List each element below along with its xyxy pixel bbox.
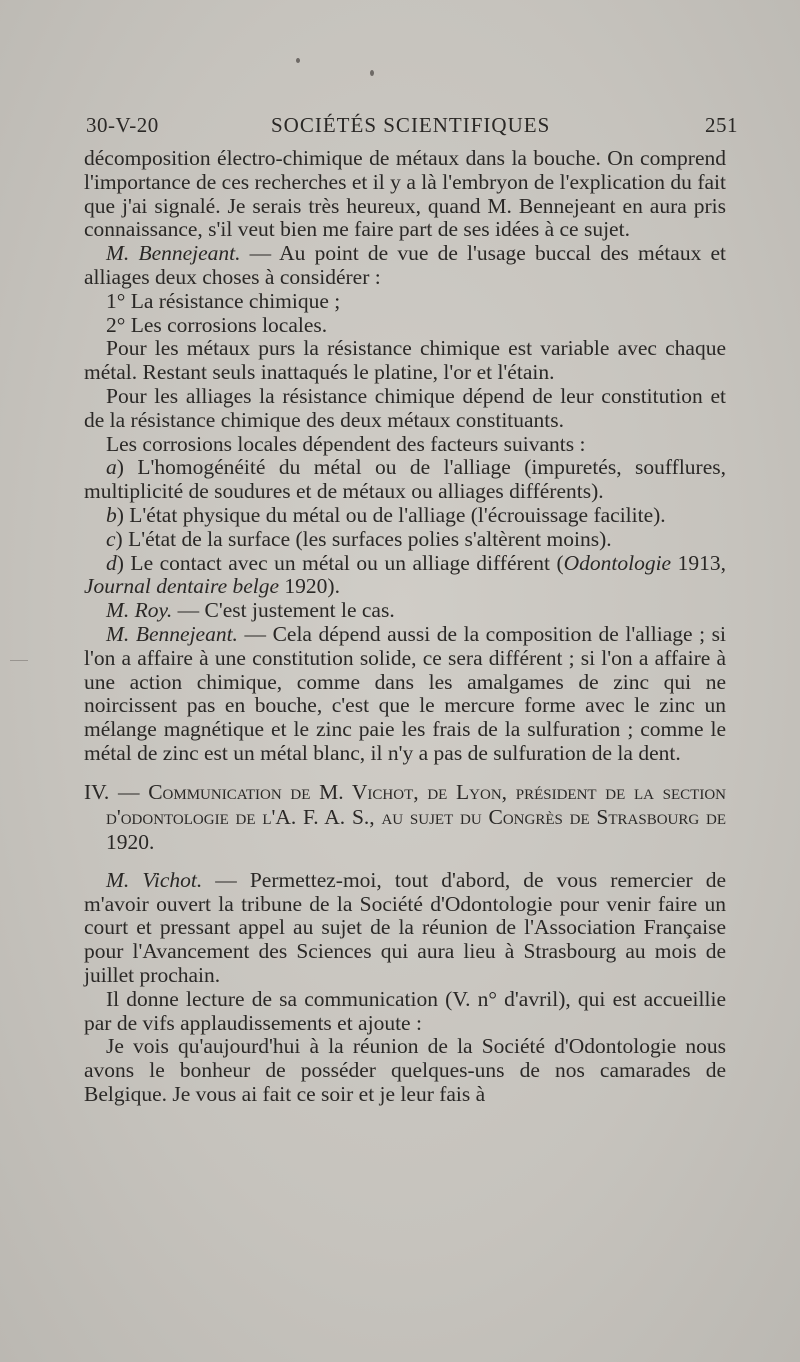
page-body [84,147,726,1107]
text-run: Pour les métaux purs la résistance chimique est variable avec chaque métal. Restant seuls inattaqués le platine, l'or et l'étain. [84,336,726,385]
text-run: IV. — Communication de M. Vichot, de Lyon, président de la section d'odontologie de l'A. F. A. S., au sujet du Congrès de Strasbourg de 1920. [84,779,726,854]
text-run: Les corrosions locales dépendent des facteurs suivants : [106,431,586,456]
text-run: 1° La résistance chimique ; [106,288,341,313]
page-number: 251 [705,113,738,137]
paragraph [84,242,726,290]
text-run: Pour les alliages la résistance chimique dépend de leur constitution et de la résistance chimique des deux métaux constituants. [84,383,726,432]
paragraph [84,433,726,457]
paragraph [84,869,726,988]
text-run: — Au point de vue de l'usage buccal des métaux et alliages deux choses à considérer : [84,241,726,289]
text-run: Il donne lecture de sa communication (V. n° d'avril), qui est accueillie par de vifs applaudissements et ajoute : [84,986,726,1035]
paragraph [84,314,726,338]
paragraph [84,290,726,314]
italic-text: M. Bennejeant. [106,241,241,266]
ink-speck [370,70,374,76]
text-run: — Cela dépend aussi de la composition de l'alliage ; si l'on a affaire à une constitution solide, ce sera différent ; si l'on a affaire à une action chimique, comme dans les amalgames de zinc qui ne noircissent pas en bouche, c'est que le mercure forme avec le zinc un mélange magnétique et le zinc paie les frais de la sulfuration ; comme le métal de zinc est un métal blanc, il n'y a pas de sulfuration de la dent. [84,621,726,765]
paragraph [84,599,726,623]
paragraph [84,528,726,552]
paragraph [84,147,726,242]
italic-text: Odontologie [563,550,672,575]
italic-text: Journal dentaire belge [84,574,280,599]
text-run: ) L'état de la surface (les surfaces polies s'altèrent moins). [115,526,612,551]
paragraph [84,552,726,600]
ink-speck [296,58,300,63]
paragraph [84,337,726,385]
text-run: ) Le contact avec un métal ou un alliage différent ( [116,550,564,575]
text-run: 2° Les corrosions locales. [106,312,328,337]
header-date: 30-V-20 [86,113,159,137]
italic-text: a [106,455,117,480]
header-title: SOCIÉTÉS SCIENTIFIQUES [271,113,551,137]
text-run: Je vois qu'aujourd'hui à la réunion de la Société d'Odontologie nous avons le bonheur de posséder quelques-uns de nos camarades de Belgique. Je vous ai fait ce soir et je leur fais à [84,1034,726,1106]
text-run: décomposition électro-chimique de métaux dans la bouche. On comprend l'importance de ces recherches et il y a là l'embryon de l'explication du fait que j'ai signalé. Je serais très heureux, quand M. Bennejeant en aura pris connaissance, s'il veut bien me faire part de ses idées à ce sujet. [84,146,726,242]
text-run: ) L'état physique du métal ou de l'alliage (l'écrouissage facilite). [116,502,666,527]
italic-text: M. Bennejeant. [106,621,238,646]
italic-text: M. Vichot. [106,867,203,892]
paragraph [84,623,726,766]
text-run: 1920). [279,574,340,599]
margin-mark [10,660,28,661]
italic-text: c [106,526,116,551]
text-run: — C'est justement le cas. [172,598,395,623]
italic-text: M. Roy. [106,598,173,623]
italic-text: d [106,550,117,575]
running-header [86,113,738,143]
text-run: ) L'homogénéité du métal ou de l'alliage (impuretés, soufflures, multiplicité de soudures et de métaux ou alliages différents). [84,455,726,504]
paragraph [84,385,726,433]
text-run: 1913, [671,550,727,575]
italic-text: b [106,502,117,527]
paragraph [84,456,726,504]
paragraph [84,988,726,1036]
paragraph [84,1035,726,1106]
paragraph [84,504,726,528]
section-heading [84,780,726,855]
text-run: — Permettez-moi, tout d'abord, de vous remercier de m'avoir ouvert la tribune de la Société d'Odontologie pour venir faire un court et pressant appel au sujet de la réunion de l'Association Française pour l'Avancement des Sciences qui aura lieu à Strasbourg au mois de juillet prochain. [84,867,726,987]
